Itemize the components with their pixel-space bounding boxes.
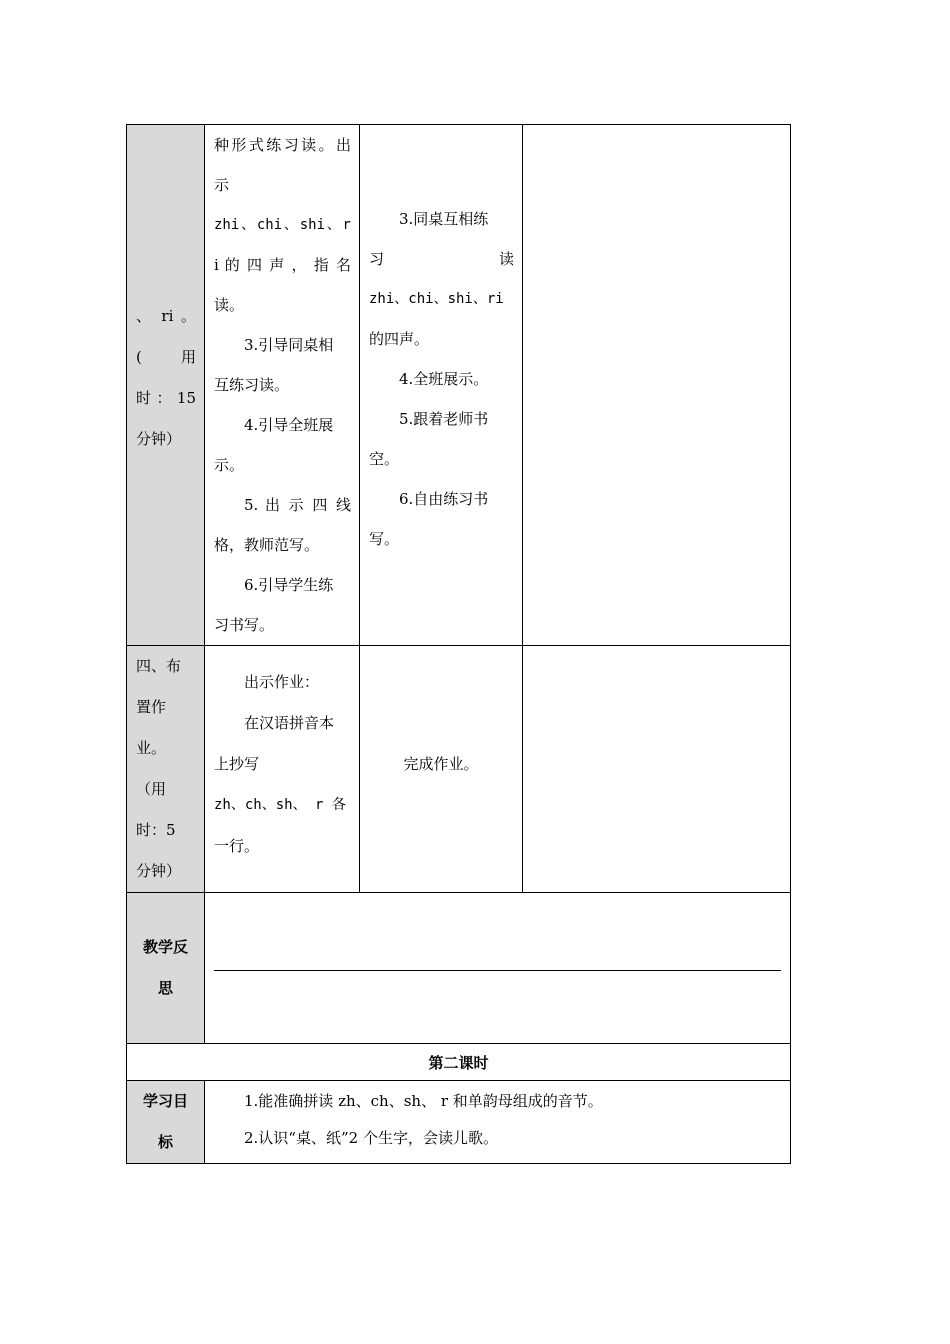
goals-content-cell xyxy=(205,1081,791,1164)
section4-label-line: 置作 xyxy=(136,698,167,716)
student-line: 习 读 xyxy=(369,250,514,268)
goal-item: 1.能准确拼读 zh、ch、sh、 r 和单韵母组成的音节。 xyxy=(244,1092,603,1110)
reflection-underline xyxy=(214,970,781,971)
homework-line: 一行。 xyxy=(214,837,260,855)
teacher-line: 读。 xyxy=(214,296,245,314)
student-line: 写。 xyxy=(369,530,400,548)
student-line: 4.全班展示。 xyxy=(399,370,489,388)
goal-item: 2.认识“桌、纸”2 个生字，会读儿歌。 xyxy=(244,1129,498,1147)
section4-label-line: 业。 xyxy=(136,739,167,757)
section4-label-line: 四、布 xyxy=(136,657,182,675)
section3-row xyxy=(127,125,791,646)
homework-response: 完成作业。 xyxy=(403,754,479,773)
lesson2-title-cell xyxy=(127,1044,791,1081)
teacher-line: 4.引导全班展 xyxy=(244,416,334,434)
section4-label-line: 分钟） xyxy=(136,862,182,880)
student-line: 3.同桌互相练 xyxy=(399,210,489,228)
student-line: 空。 xyxy=(369,450,400,468)
section3-label-line: 时 ： 15 xyxy=(136,389,196,407)
section3-student-cell xyxy=(360,125,523,646)
teacher-line: 示 xyxy=(214,176,230,194)
section4-label-line: 时：5 xyxy=(136,821,176,839)
student-line: 的四声。 xyxy=(369,330,430,348)
lesson-plan-table xyxy=(126,124,791,1164)
lesson2-title-row xyxy=(127,1044,791,1081)
teacher-line: 习书写。 xyxy=(214,616,275,634)
section4-row xyxy=(127,646,791,893)
teacher-line: 示。 xyxy=(214,456,245,474)
teacher-line: zhi、chi、shi、r xyxy=(214,217,351,233)
homework-line: zh、ch、sh、 r 各 xyxy=(214,797,346,813)
reflection-label-line: 教学反 xyxy=(142,938,188,956)
section4-label-cell xyxy=(127,646,205,893)
reflection-label-line: 思 xyxy=(157,979,173,997)
goals-label-line: 标 xyxy=(157,1133,173,1151)
teacher-line: 3.引导同桌相 xyxy=(244,336,334,354)
section3-label-cell xyxy=(127,125,205,646)
goals-label-cell xyxy=(127,1081,205,1164)
section3-notes-cell xyxy=(523,125,791,646)
section4-notes-cell xyxy=(523,646,791,893)
teacher-line: 格，教师范写。 xyxy=(214,536,320,554)
lesson2-title: 第二课时 xyxy=(428,1053,489,1072)
section4-student-cell xyxy=(360,646,523,893)
teacher-line: 种形式练习读。出 xyxy=(214,136,351,154)
teacher-line: i 的 四 声 ， 指 名 xyxy=(214,256,351,274)
section3-label-line: 分钟） xyxy=(136,430,182,448)
goals-label-line: 学习目 xyxy=(142,1092,188,1110)
teacher-line: 6.引导学生练 xyxy=(244,576,334,594)
reflection-label-cell xyxy=(127,893,205,1044)
teacher-line: 互练习读。 xyxy=(214,376,290,394)
homework-line: 上抄写 xyxy=(214,755,260,773)
section3-label-line: ( 用 xyxy=(136,348,196,366)
student-line: 5.跟着老师书 xyxy=(399,410,489,428)
reflection-row xyxy=(127,893,791,1044)
learning-goals-row xyxy=(127,1081,791,1164)
section3-label-line: 、 ri 。 xyxy=(136,307,196,325)
student-line: 6.自由练习书 xyxy=(399,490,489,508)
teacher-line: 5. 出 示 四 线 xyxy=(244,496,351,514)
section4-label-line: （用 xyxy=(136,780,167,798)
homework-line: 在汉语拼音本 xyxy=(244,714,335,732)
section4-teacher-cell xyxy=(205,646,360,893)
section3-teacher-cell xyxy=(205,125,360,646)
homework-line: 出示作业： xyxy=(244,673,320,691)
student-line: zhi、chi、shi、ri xyxy=(369,291,504,307)
reflection-content-cell xyxy=(205,893,791,1044)
